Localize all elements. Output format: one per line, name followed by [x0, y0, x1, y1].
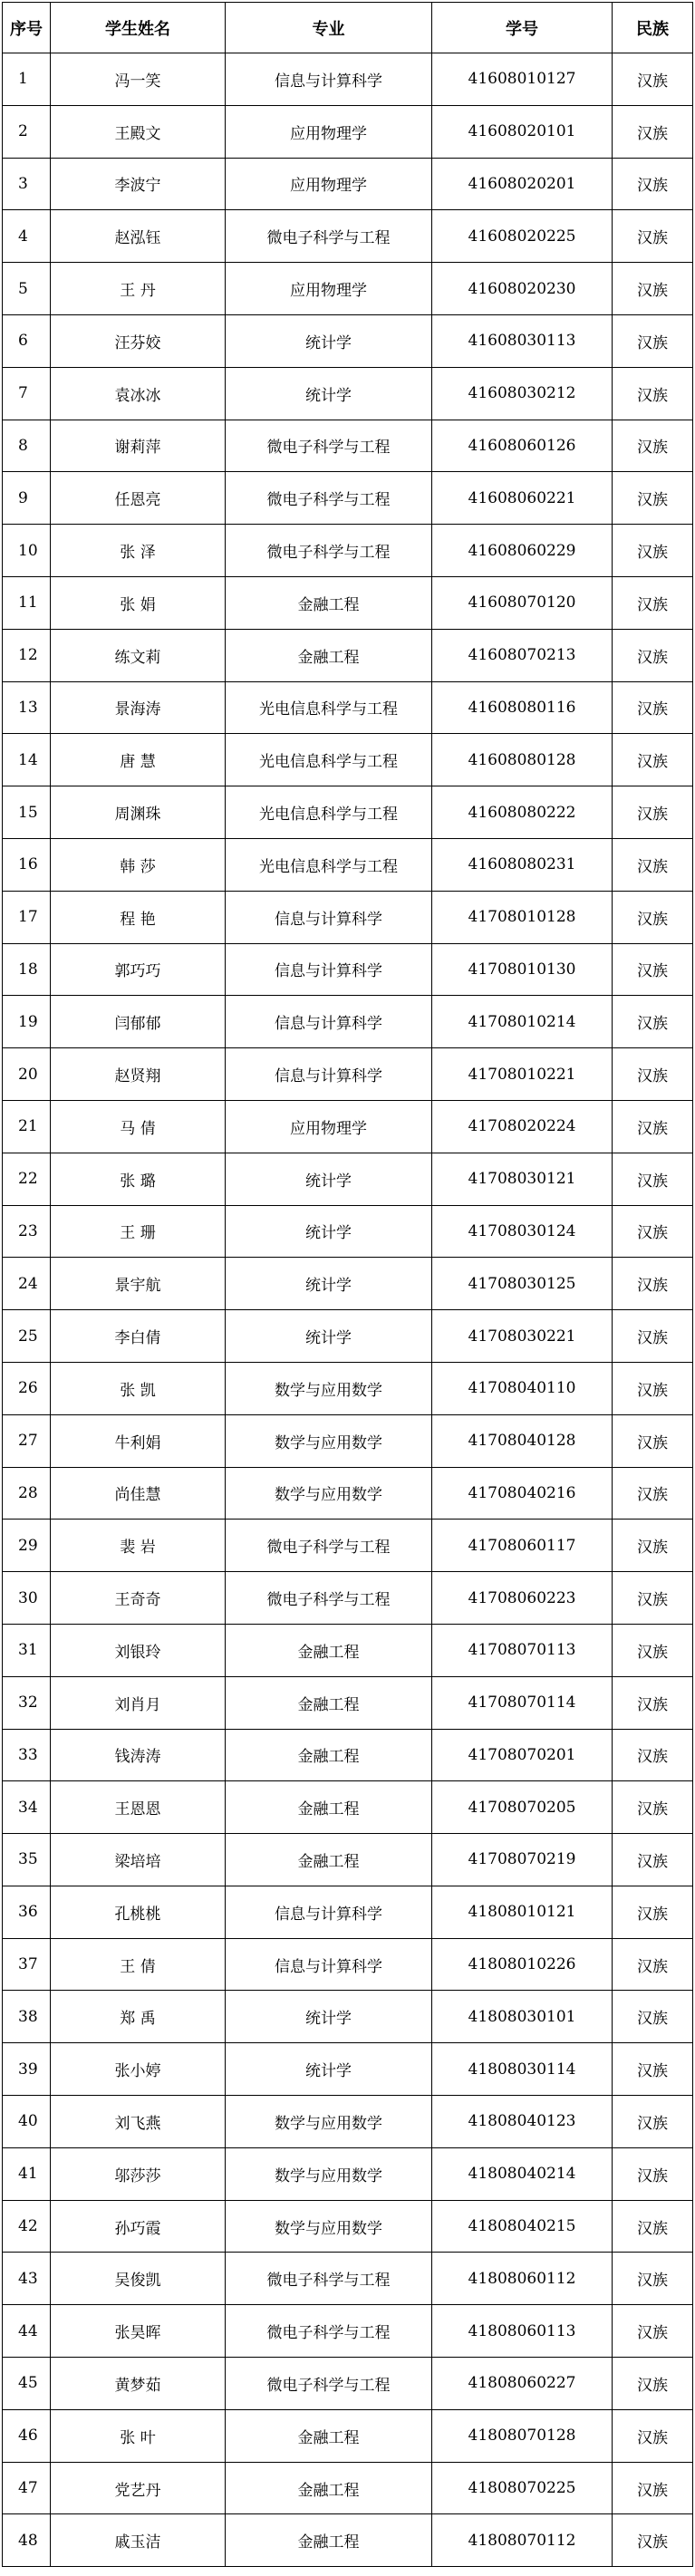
cell-ethnicity: 汉族 — [613, 681, 693, 734]
table-row — [3, 2043, 693, 2096]
cell-ethnicity: 汉族 — [613, 367, 693, 420]
cell-ethnicity: 汉族 — [613, 2305, 693, 2358]
cell-student-name: 冯一笑 — [51, 53, 226, 106]
table-row — [3, 734, 693, 786]
cell-student-name: 周渊珠 — [51, 786, 226, 839]
cell-student-name: 王殿文 — [51, 105, 226, 158]
cell-student-name: 李波宁 — [51, 158, 226, 210]
cell-index: 11 — [3, 576, 51, 629]
cell-student-name: 张 叶 — [51, 2409, 226, 2462]
cell-student-id: 41708040110 — [432, 1362, 613, 1414]
table-row — [3, 1153, 693, 1205]
cell-student-id: 41608020225 — [432, 210, 613, 263]
cell-student-id: 41708010214 — [432, 996, 613, 1048]
table-row — [3, 1258, 693, 1310]
cell-student-id: 41708040216 — [432, 1467, 613, 1520]
table-row — [3, 1520, 693, 1572]
cell-student-name: 张 璐 — [51, 1153, 226, 1205]
header-student-name: 学生姓名 — [51, 3, 226, 53]
table-row — [3, 1729, 693, 1781]
cell-major: 统计学 — [226, 1991, 432, 2043]
cell-student-name: 张 娟 — [51, 576, 226, 629]
cell-index: 23 — [3, 1205, 51, 1258]
cell-index: 8 — [3, 420, 51, 472]
cell-student-id: 41808030114 — [432, 2043, 613, 2096]
cell-ethnicity: 汉族 — [613, 2147, 693, 2200]
table-row — [3, 1991, 693, 2043]
cell-major: 应用物理学 — [226, 263, 432, 315]
cell-student-name: 王奇奇 — [51, 1572, 226, 1625]
cell-index: 16 — [3, 838, 51, 891]
cell-ethnicity: 汉族 — [613, 1153, 693, 1205]
cell-index: 45 — [3, 2358, 51, 2410]
cell-student-name: 郭巧巧 — [51, 943, 226, 996]
cell-index: 31 — [3, 1624, 51, 1676]
cell-major: 金融工程 — [226, 2514, 432, 2567]
cell-major: 统计学 — [226, 2043, 432, 2096]
cell-student-name: 李白倩 — [51, 1310, 226, 1363]
cell-index: 32 — [3, 1676, 51, 1729]
table-row — [3, 1205, 693, 1258]
cell-major: 应用物理学 — [226, 1100, 432, 1153]
cell-major: 信息与计算科学 — [226, 996, 432, 1048]
cell-index: 47 — [3, 2462, 51, 2514]
cell-ethnicity: 汉族 — [613, 1676, 693, 1729]
cell-student-name: 唐 慧 — [51, 734, 226, 786]
cell-ethnicity: 汉族 — [613, 2358, 693, 2410]
cell-student-name: 张 泽 — [51, 525, 226, 577]
cell-major: 光电信息科学与工程 — [226, 681, 432, 734]
cell-major: 金融工程 — [226, 576, 432, 629]
cell-ethnicity: 汉族 — [613, 838, 693, 891]
cell-ethnicity: 汉族 — [613, 53, 693, 106]
cell-ethnicity: 汉族 — [613, 1572, 693, 1625]
cell-student-id: 41708030221 — [432, 1310, 613, 1363]
cell-student-name: 邬莎莎 — [51, 2147, 226, 2200]
cell-student-id: 41708070114 — [432, 1676, 613, 1729]
cell-index: 42 — [3, 2200, 51, 2253]
table-row — [3, 472, 693, 525]
cell-index: 15 — [3, 786, 51, 839]
cell-ethnicity: 汉族 — [613, 2409, 693, 2462]
cell-index: 5 — [3, 263, 51, 315]
cell-student-id: 41708030121 — [432, 1153, 613, 1205]
cell-index: 20 — [3, 1048, 51, 1101]
cell-major: 信息与计算科学 — [226, 1886, 432, 1938]
cell-ethnicity: 汉族 — [613, 1938, 693, 1991]
cell-student-id: 41708020224 — [432, 1100, 613, 1153]
cell-ethnicity: 汉族 — [613, 1781, 693, 1834]
cell-student-name: 程 艳 — [51, 891, 226, 943]
cell-major: 应用物理学 — [226, 105, 432, 158]
cell-ethnicity: 汉族 — [613, 786, 693, 839]
cell-student-id: 41808060227 — [432, 2358, 613, 2410]
cell-student-id: 41708060223 — [432, 1572, 613, 1625]
table-row — [3, 367, 693, 420]
table-row — [3, 420, 693, 472]
cell-index: 43 — [3, 2253, 51, 2305]
cell-index: 12 — [3, 629, 51, 681]
header-student-id: 学号 — [432, 3, 613, 53]
cell-index: 22 — [3, 1153, 51, 1205]
cell-student-name: 谢莉萍 — [51, 420, 226, 472]
table-row — [3, 2409, 693, 2462]
cell-student-name: 王 倩 — [51, 1938, 226, 1991]
cell-index: 21 — [3, 1100, 51, 1153]
cell-major: 微电子科学与工程 — [226, 2253, 432, 2305]
cell-ethnicity: 汉族 — [613, 1624, 693, 1676]
cell-ethnicity: 汉族 — [613, 2514, 693, 2567]
cell-ethnicity: 汉族 — [613, 996, 693, 1048]
cell-student-id: 41708070219 — [432, 1834, 613, 1886]
cell-ethnicity: 汉族 — [613, 263, 693, 315]
cell-student-id: 41608030212 — [432, 367, 613, 420]
cell-student-id: 41708070205 — [432, 1781, 613, 1834]
table-row — [3, 1310, 693, 1363]
cell-student-id: 41608070213 — [432, 629, 613, 681]
cell-major: 金融工程 — [226, 1676, 432, 1729]
table-row — [3, 2462, 693, 2514]
cell-ethnicity: 汉族 — [613, 2096, 693, 2148]
cell-student-name: 孔桃桃 — [51, 1886, 226, 1938]
cell-index: 30 — [3, 1572, 51, 1625]
cell-major: 金融工程 — [226, 1729, 432, 1781]
table-row — [3, 1100, 693, 1153]
table-row — [3, 525, 693, 577]
cell-student-id: 41608020230 — [432, 263, 613, 315]
cell-student-id: 41808070112 — [432, 2514, 613, 2567]
cell-major: 信息与计算科学 — [226, 53, 432, 106]
cell-ethnicity: 汉族 — [613, 1834, 693, 1886]
cell-major: 微电子科学与工程 — [226, 420, 432, 472]
table-row — [3, 1624, 693, 1676]
cell-student-name: 马 倩 — [51, 1100, 226, 1153]
cell-ethnicity: 汉族 — [613, 629, 693, 681]
cell-student-name: 张 凯 — [51, 1362, 226, 1414]
table-row — [3, 1414, 693, 1467]
cell-index: 18 — [3, 943, 51, 996]
cell-index: 13 — [3, 681, 51, 734]
header-index: 序号 — [3, 3, 51, 53]
cell-student-id: 41708010128 — [432, 891, 613, 943]
cell-major: 微电子科学与工程 — [226, 2358, 432, 2410]
cell-student-id: 41608080128 — [432, 734, 613, 786]
cell-student-name: 王 丹 — [51, 263, 226, 315]
table-row — [3, 838, 693, 891]
cell-student-name: 赵贤翔 — [51, 1048, 226, 1101]
cell-student-id: 41708040128 — [432, 1414, 613, 1467]
cell-major: 微电子科学与工程 — [226, 472, 432, 525]
table-row — [3, 786, 693, 839]
cell-major: 金融工程 — [226, 629, 432, 681]
cell-student-id: 41708030125 — [432, 1258, 613, 1310]
cell-student-name: 汪芬姣 — [51, 314, 226, 367]
cell-student-id: 41608080222 — [432, 786, 613, 839]
cell-major: 金融工程 — [226, 1624, 432, 1676]
cell-ethnicity: 汉族 — [613, 2043, 693, 2096]
cell-index: 39 — [3, 2043, 51, 2096]
student-list-table — [2, 2, 693, 2567]
cell-index: 46 — [3, 2409, 51, 2462]
cell-index: 44 — [3, 2305, 51, 2358]
cell-ethnicity: 汉族 — [613, 472, 693, 525]
cell-ethnicity: 汉族 — [613, 1414, 693, 1467]
cell-ethnicity: 汉族 — [613, 891, 693, 943]
cell-index: 25 — [3, 1310, 51, 1363]
cell-major: 微电子科学与工程 — [226, 525, 432, 577]
cell-major: 数学与应用数学 — [226, 1362, 432, 1414]
cell-student-id: 41808070225 — [432, 2462, 613, 2514]
cell-major: 统计学 — [226, 1258, 432, 1310]
cell-student-name: 刘银玲 — [51, 1624, 226, 1676]
cell-ethnicity: 汉族 — [613, 1467, 693, 1520]
table-row — [3, 996, 693, 1048]
cell-index: 9 — [3, 472, 51, 525]
cell-major: 统计学 — [226, 1153, 432, 1205]
cell-student-name: 王恩恩 — [51, 1781, 226, 1834]
table-row — [3, 1362, 693, 1414]
cell-major: 信息与计算科学 — [226, 1048, 432, 1101]
cell-student-id: 41808040214 — [432, 2147, 613, 2200]
cell-index: 2 — [3, 105, 51, 158]
table-row — [3, 210, 693, 263]
table-row — [3, 314, 693, 367]
table-header — [3, 3, 693, 53]
cell-student-name: 牛利娟 — [51, 1414, 226, 1467]
cell-major: 微电子科学与工程 — [226, 210, 432, 263]
table-row — [3, 105, 693, 158]
cell-ethnicity: 汉族 — [613, 1258, 693, 1310]
cell-student-id: 41808070128 — [432, 2409, 613, 2462]
cell-student-name: 练文莉 — [51, 629, 226, 681]
table-row — [3, 263, 693, 315]
cell-student-id: 41608020201 — [432, 158, 613, 210]
cell-ethnicity: 汉族 — [613, 2462, 693, 2514]
table-row — [3, 2096, 693, 2148]
table-row — [3, 1572, 693, 1625]
cell-index: 41 — [3, 2147, 51, 2200]
table-row — [3, 629, 693, 681]
cell-student-name: 任恩亮 — [51, 472, 226, 525]
cell-major: 统计学 — [226, 367, 432, 420]
table-row — [3, 1886, 693, 1938]
cell-ethnicity: 汉族 — [613, 943, 693, 996]
table-row — [3, 1938, 693, 1991]
cell-ethnicity: 汉族 — [613, 1520, 693, 1572]
cell-index: 33 — [3, 1729, 51, 1781]
table-row — [3, 1048, 693, 1101]
cell-student-id: 41808040123 — [432, 2096, 613, 2148]
cell-student-id: 41608080231 — [432, 838, 613, 891]
cell-major: 金融工程 — [226, 1834, 432, 1886]
cell-ethnicity: 汉族 — [613, 1991, 693, 2043]
cell-index: 29 — [3, 1520, 51, 1572]
cell-index: 36 — [3, 1886, 51, 1938]
cell-major: 光电信息科学与工程 — [226, 838, 432, 891]
cell-major: 金融工程 — [226, 2462, 432, 2514]
cell-student-name: 张昊晖 — [51, 2305, 226, 2358]
cell-index: 34 — [3, 1781, 51, 1834]
cell-major: 数学与应用数学 — [226, 2200, 432, 2253]
cell-index: 27 — [3, 1414, 51, 1467]
cell-index: 19 — [3, 996, 51, 1048]
cell-student-id: 41808010121 — [432, 1886, 613, 1938]
cell-major: 微电子科学与工程 — [226, 2305, 432, 2358]
cell-student-name: 张小婷 — [51, 2043, 226, 2096]
cell-index: 37 — [3, 1938, 51, 1991]
cell-index: 26 — [3, 1362, 51, 1414]
table-row — [3, 576, 693, 629]
table-row — [3, 2514, 693, 2567]
cell-index: 17 — [3, 891, 51, 943]
table-row — [3, 891, 693, 943]
cell-student-name: 郑 禹 — [51, 1991, 226, 2043]
table-row — [3, 2305, 693, 2358]
cell-student-name: 梁培培 — [51, 1834, 226, 1886]
cell-student-id: 41608010127 — [432, 53, 613, 106]
cell-major: 统计学 — [226, 1310, 432, 1363]
cell-student-name: 裴 岩 — [51, 1520, 226, 1572]
cell-student-id: 41608060126 — [432, 420, 613, 472]
cell-ethnicity: 汉族 — [613, 1886, 693, 1938]
cell-student-name: 黄梦茹 — [51, 2358, 226, 2410]
header-row — [3, 3, 693, 53]
cell-major: 信息与计算科学 — [226, 943, 432, 996]
cell-index: 1 — [3, 53, 51, 106]
cell-student-id: 41808030101 — [432, 1991, 613, 2043]
cell-student-name: 刘肖月 — [51, 1676, 226, 1729]
cell-ethnicity: 汉族 — [613, 420, 693, 472]
cell-ethnicity: 汉族 — [613, 158, 693, 210]
cell-student-name: 尚佳慧 — [51, 1467, 226, 1520]
cell-major: 信息与计算科学 — [226, 891, 432, 943]
cell-major: 信息与计算科学 — [226, 1938, 432, 1991]
cell-student-id: 41608060221 — [432, 472, 613, 525]
cell-index: 35 — [3, 1834, 51, 1886]
cell-student-id: 41608080116 — [432, 681, 613, 734]
cell-student-id: 41708060117 — [432, 1520, 613, 1572]
cell-student-name: 王 珊 — [51, 1205, 226, 1258]
header-major: 专业 — [226, 3, 432, 53]
table-row — [3, 943, 693, 996]
cell-ethnicity: 汉族 — [613, 2253, 693, 2305]
cell-major: 光电信息科学与工程 — [226, 734, 432, 786]
table-row — [3, 1834, 693, 1886]
cell-ethnicity: 汉族 — [613, 734, 693, 786]
cell-student-id: 41608060229 — [432, 525, 613, 577]
cell-major: 统计学 — [226, 1205, 432, 1258]
cell-major: 数学与应用数学 — [226, 2147, 432, 2200]
cell-student-id: 41708070113 — [432, 1624, 613, 1676]
cell-major: 统计学 — [226, 314, 432, 367]
cell-student-id: 41608020101 — [432, 105, 613, 158]
cell-ethnicity: 汉族 — [613, 1362, 693, 1414]
cell-student-id: 41808060112 — [432, 2253, 613, 2305]
cell-student-name: 吴俊凯 — [51, 2253, 226, 2305]
cell-student-name: 袁冰冰 — [51, 367, 226, 420]
cell-ethnicity: 汉族 — [613, 525, 693, 577]
cell-student-name: 钱涛涛 — [51, 1729, 226, 1781]
cell-student-id: 41708010130 — [432, 943, 613, 996]
cell-student-name: 孙巧霞 — [51, 2200, 226, 2253]
cell-major: 光电信息科学与工程 — [226, 786, 432, 839]
cell-index: 10 — [3, 525, 51, 577]
table-row — [3, 158, 693, 210]
cell-ethnicity: 汉族 — [613, 576, 693, 629]
table-row — [3, 681, 693, 734]
cell-ethnicity: 汉族 — [613, 105, 693, 158]
table-row — [3, 1781, 693, 1834]
cell-index: 4 — [3, 210, 51, 263]
table-row — [3, 2200, 693, 2253]
cell-student-name: 闫郁郁 — [51, 996, 226, 1048]
header-ethnicity: 民族 — [613, 3, 693, 53]
cell-major: 微电子科学与工程 — [226, 1572, 432, 1625]
table-row — [3, 53, 693, 106]
cell-ethnicity: 汉族 — [613, 1205, 693, 1258]
table-row — [3, 1676, 693, 1729]
cell-ethnicity: 汉族 — [613, 314, 693, 367]
cell-major: 应用物理学 — [226, 158, 432, 210]
table-row — [3, 2147, 693, 2200]
cell-student-name: 刘飞燕 — [51, 2096, 226, 2148]
cell-student-id: 41708010221 — [432, 1048, 613, 1101]
cell-index: 6 — [3, 314, 51, 367]
cell-student-id: 41808010226 — [432, 1938, 613, 1991]
table-row — [3, 1467, 693, 1520]
cell-student-name: 戚玉洁 — [51, 2514, 226, 2567]
cell-major: 数学与应用数学 — [226, 2096, 432, 2148]
cell-ethnicity: 汉族 — [613, 1100, 693, 1153]
cell-student-id: 41808040215 — [432, 2200, 613, 2253]
cell-ethnicity: 汉族 — [613, 1310, 693, 1363]
cell-index: 7 — [3, 367, 51, 420]
cell-major: 数学与应用数学 — [226, 1467, 432, 1520]
cell-major: 金融工程 — [226, 2409, 432, 2462]
cell-index: 38 — [3, 1991, 51, 2043]
cell-index: 48 — [3, 2514, 51, 2567]
cell-major: 数学与应用数学 — [226, 1414, 432, 1467]
table-row — [3, 2253, 693, 2305]
cell-student-id: 41708030124 — [432, 1205, 613, 1258]
cell-major: 金融工程 — [226, 1781, 432, 1834]
cell-major: 微电子科学与工程 — [226, 1520, 432, 1572]
cell-index: 14 — [3, 734, 51, 786]
cell-ethnicity: 汉族 — [613, 2200, 693, 2253]
cell-ethnicity: 汉族 — [613, 210, 693, 263]
cell-index: 40 — [3, 2096, 51, 2148]
cell-student-id: 41808060113 — [432, 2305, 613, 2358]
cell-index: 3 — [3, 158, 51, 210]
cell-student-name: 党艺丹 — [51, 2462, 226, 2514]
cell-student-id: 41608070120 — [432, 576, 613, 629]
cell-ethnicity: 汉族 — [613, 1048, 693, 1101]
table-body — [3, 53, 693, 2567]
cell-student-name: 赵泓钰 — [51, 210, 226, 263]
cell-index: 24 — [3, 1258, 51, 1310]
table-row — [3, 2358, 693, 2410]
cell-student-id: 41708070201 — [432, 1729, 613, 1781]
cell-student-name: 韩 莎 — [51, 838, 226, 891]
cell-student-name: 景宇航 — [51, 1258, 226, 1310]
cell-student-name: 景海涛 — [51, 681, 226, 734]
cell-ethnicity: 汉族 — [613, 1729, 693, 1781]
cell-student-id: 41608030113 — [432, 314, 613, 367]
cell-index: 28 — [3, 1467, 51, 1520]
